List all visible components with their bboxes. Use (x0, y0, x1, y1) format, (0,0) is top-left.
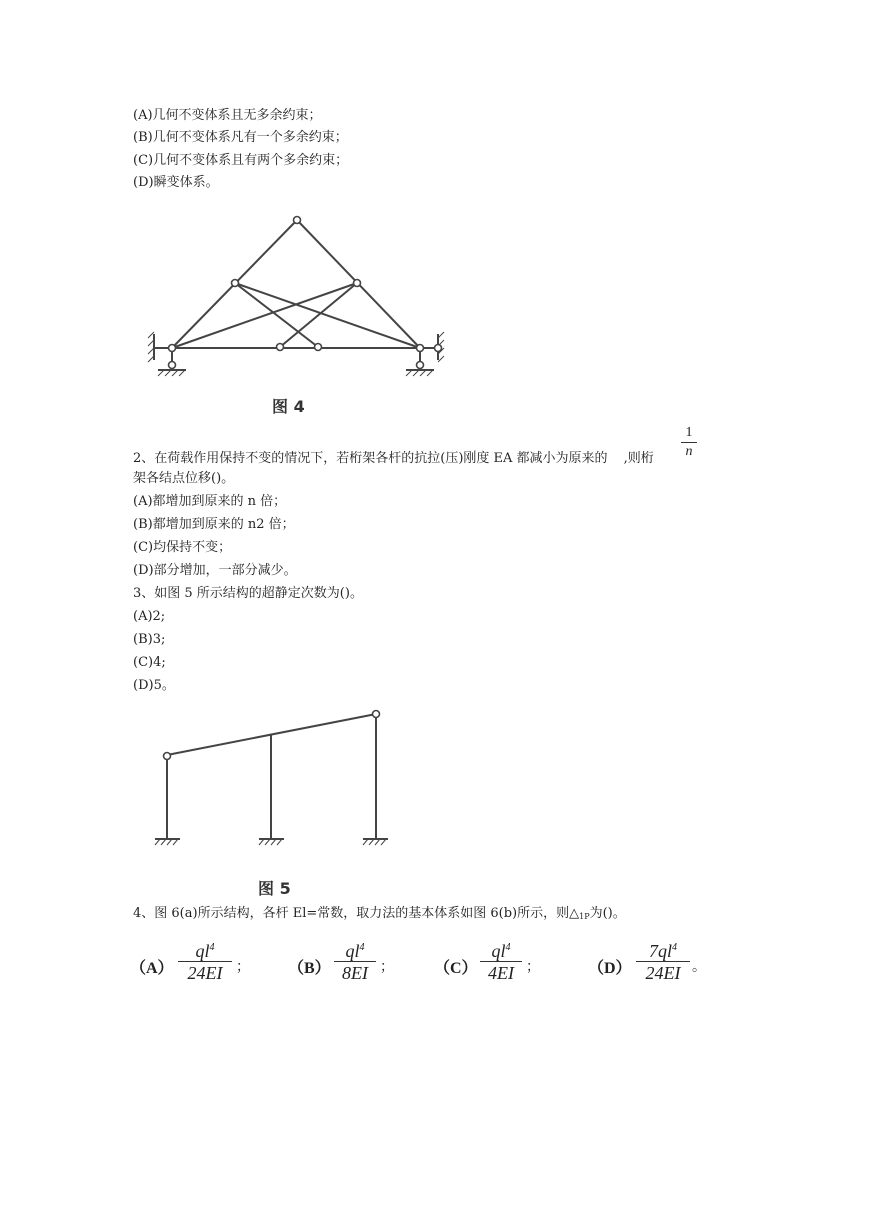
figure-4-caption: 图 4 (272, 397, 305, 416)
q2-stem-post: ,则桁 (623, 451, 654, 466)
q4-answer-d-den: 24EI (645, 963, 681, 983)
q4-answer-b-fraction (334, 938, 376, 984)
q2-stem-pre: 2、在荷载作用保持不变的情况下，若桁架各杆的抗拉(压)刚度 EA 都减小为原来的 (133, 451, 608, 466)
q2-option-c: (C)均保持不变； (133, 540, 232, 555)
q4-stem-sub: 1P (579, 912, 590, 921)
q4-answer-c-end: ； (526, 959, 540, 975)
q4-answer-d-label: （D） (588, 960, 632, 977)
q4-answer-c-label: （C） (434, 960, 478, 977)
q3-option-a: (A)2; (133, 609, 166, 624)
q4-answer-b-den: 8EI (342, 963, 368, 983)
q4-answer-d-fraction (636, 938, 690, 984)
q2-fraction (681, 424, 697, 461)
q2-stem-line1 (133, 450, 654, 468)
q4-answer-a-label: （A） (130, 960, 174, 977)
q4-answer-d-num: $7ql^4$ (636, 938, 690, 962)
q4-answer-c-fraction (480, 938, 522, 984)
q1-option-c: (C)几何不变体系且有两个多余约束； (133, 153, 349, 168)
q2-option-a: (A)都增加到原来的 n 倍； (133, 494, 287, 509)
figure-4-truss (140, 210, 460, 380)
q2-fraction-den: n (685, 444, 693, 459)
q3-option-d: (D)5。 (133, 678, 175, 693)
q4-answer-a-den: 24EI (187, 963, 223, 983)
q4-stem (133, 905, 626, 926)
q4-stem-pre: 4、图 6(a)所示结构，各杆 El=常数，取力法的基本体系如图 6(b)所示，则△ (133, 906, 580, 921)
q2-option-b: (B)都增加到原来的 n2 倍； (133, 517, 295, 532)
q2-option-d: (D)部分增加，一部分减少。 (133, 563, 297, 578)
q3-option-c: (C)4; (133, 655, 166, 670)
q3-option-b: (B)3; (133, 632, 166, 647)
q4-answer-a-fraction (178, 938, 232, 984)
q4-answer-a-end: ； (236, 959, 250, 975)
figure-5-frame (150, 705, 400, 855)
q4-stem-post: 为()。 (589, 906, 626, 921)
q1-option-a: (A)几何不变体系且无多余约束； (133, 108, 322, 123)
q1-option-b: (B)几何不变体系凡有一个多余约束； (133, 130, 348, 145)
q4-answer-d-end: 。 (692, 959, 706, 975)
q4-answer-c-num: $ql^4$ (480, 938, 522, 962)
q1-option-d: (D)瞬变体系。 (133, 175, 219, 190)
q2-stem-line2: 架各结点位移()。 (133, 471, 235, 486)
q4-answer-b-end: ； (380, 959, 394, 975)
q2-fraction-num: 1 (681, 424, 697, 443)
q4-answer-b-num: $ql^4$ (334, 938, 376, 962)
q4-answer-c-den: 4EI (488, 963, 514, 983)
q4-answer-a-num: $ql^4$ (178, 938, 232, 962)
q4-answer-b-label: （B） (288, 960, 331, 977)
figure-5-caption: 图 5 (258, 879, 291, 898)
q3-stem: 3、如图 5 所示结构的超静定次数为()。 (133, 586, 363, 601)
